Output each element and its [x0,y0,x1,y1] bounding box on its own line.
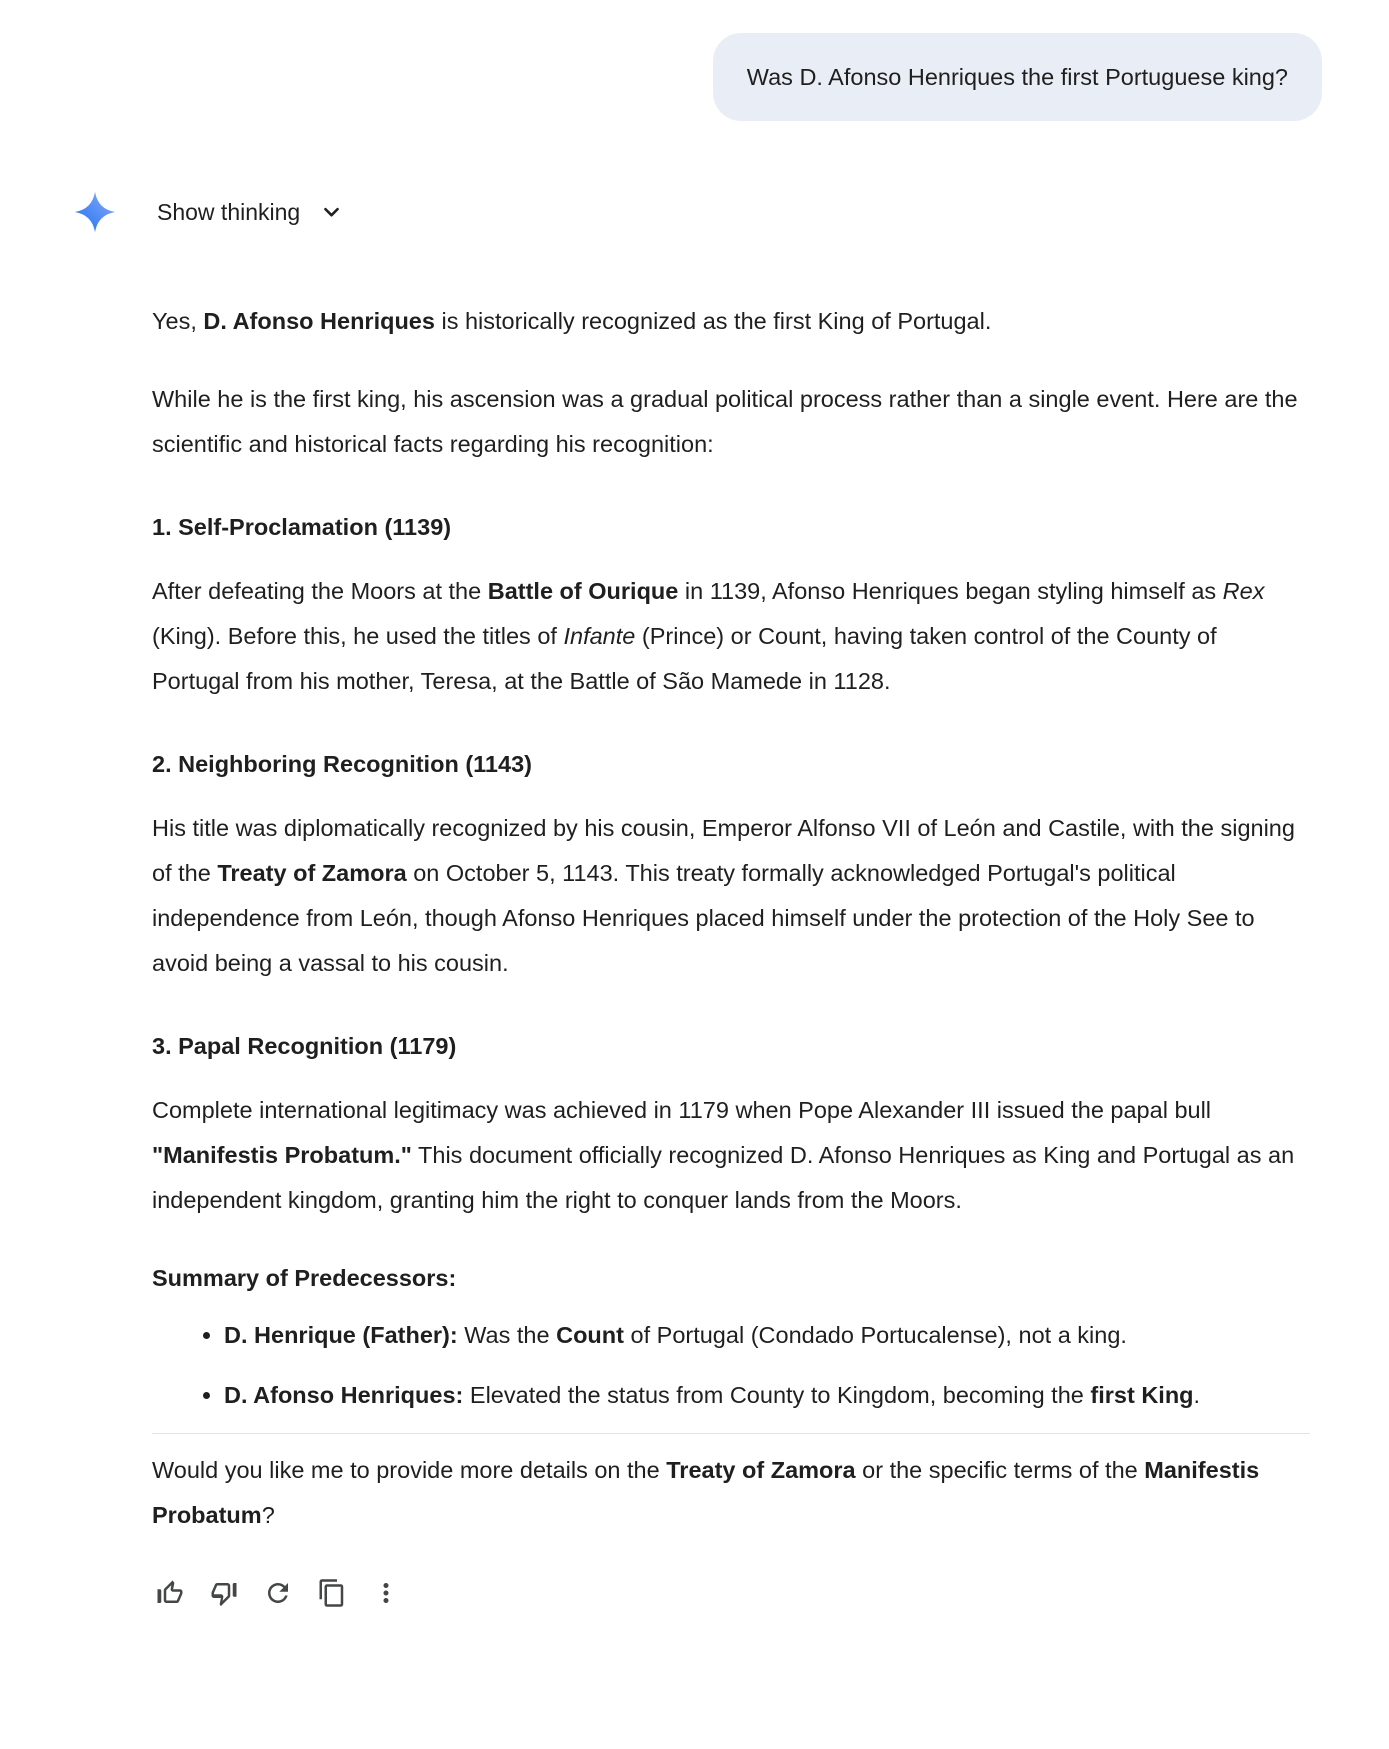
thumbs-down-button[interactable] [202,1571,246,1615]
text-segment: 3. Papal Recognition (1179) [152,1033,457,1059]
text-segment: on October 5, 1143. This treaty formally acknowledged Portugal's political independence from León, though Afonso Henriques placed himself under the protection of the Holy See to avoid being a vassal to his cousin. [152,860,1255,976]
text-segment: His title was diplomatically recognized by his cousin, Emperor Alfonso VII of León and Castile, with the signing of the [152,815,1295,886]
text-segment: is historically recognized as the first King of Portugal. [434,308,992,334]
text-segment: first King [1090,1382,1194,1408]
text-segment: or the specific terms of the [855,1457,1145,1483]
text-segment: (King). Before this, he used the titles of [152,623,564,649]
user-message-text: Was D. Afonso Henriques the first Portuguese king? [746,64,1288,90]
response-paragraph [152,377,1310,467]
section-heading-self-proclamation [152,505,1310,550]
gemini-sparkle-icon [73,190,117,234]
text-segment: Infante [563,623,636,649]
text-segment: Summary of Predecessors: [152,1265,457,1291]
text-segment: Yes, [152,308,204,334]
text-segment: in 1139, Afonso Henriques began styling himself as [678,578,1223,604]
text-segment: (Prince) or Count, having taken control of the County of Portugal from his mother, Teresa, at the Battle of São Mamede in 1128. [152,623,1217,694]
section-heading-papal-recognition [152,1024,1310,1069]
text-segment: 2. Neighboring Recognition (1143) [152,751,532,777]
more-options-button[interactable] [364,1571,408,1615]
response-paragraph [152,1088,1310,1223]
text-segment: of Portugal (Condado Portucalense), not a king. [623,1322,1127,1348]
summary-list-item [224,1373,1310,1418]
user-message-bubble [713,33,1322,121]
more-vertical-icon [371,1578,401,1608]
text-segment: Was the [457,1322,557,1348]
redo-icon [263,1578,293,1608]
model-turn-header [73,189,1389,235]
followup-question [152,1448,1310,1538]
text-segment: Treaty of Zamora [217,860,407,886]
text-segment: Rex [1222,578,1265,604]
response-divider [152,1433,1310,1434]
section-heading-neighboring-recognition [152,742,1310,787]
text-segment: ? [261,1502,275,1528]
text-segment: Elevated the status from County to Kingdom, becoming the [463,1382,1091,1408]
text-segment: While he is the first king, his ascension was a gradual political process rather than a single event. Here are the scientific and historical facts regarding his recognition: [152,386,1298,457]
copy-icon [317,1578,347,1608]
text-segment: After defeating the Moors at the [152,578,488,604]
text-segment: Count [556,1322,624,1348]
text-segment: Would you like me to provide more details on the [152,1457,667,1483]
text-segment: D. Henrique (Father): [224,1322,458,1348]
response-content [152,299,1310,1538]
thumbs-up-icon [155,1578,185,1608]
text-segment: . [1193,1382,1201,1408]
summary-list [152,1313,1310,1418]
response-action-bar [148,1571,1389,1615]
text-segment: Battle of Ourique [487,578,679,604]
response-paragraph [152,299,1310,344]
text-segment: Manifestis Probatum [152,1457,1260,1528]
summary-list-item [224,1313,1310,1358]
chevron-down-icon [318,199,345,226]
thumbs-down-icon [209,1578,239,1608]
text-segment: Treaty of Zamora [666,1457,856,1483]
summary-heading [152,1256,1310,1301]
redo-response-button[interactable] [256,1571,300,1615]
text-segment: 1. Self-Proclamation (1139) [152,514,452,540]
text-segment: Complete international legitimacy was achieved in 1179 when Pope Alexander III issued the papal bull [152,1097,1212,1123]
show-thinking-button[interactable] [157,199,345,226]
text-segment: D. Afonso Henriques [203,308,435,334]
thumbs-up-button[interactable] [148,1571,192,1615]
text-segment: This document officially recognized D. Afonso Henriques as King and Portugal as an independent kingdom, granting him the right to conquer lands from the Moors. [152,1142,1295,1213]
response-paragraph [152,569,1310,704]
show-thinking-label: Show thinking [157,198,301,225]
text-segment: D. Afonso Henriques: [224,1382,464,1408]
text-segment: "Manifestis Probatum." [152,1142,412,1168]
response-paragraph [152,806,1310,986]
user-message-row [0,0,1389,121]
copy-button[interactable] [310,1571,354,1615]
